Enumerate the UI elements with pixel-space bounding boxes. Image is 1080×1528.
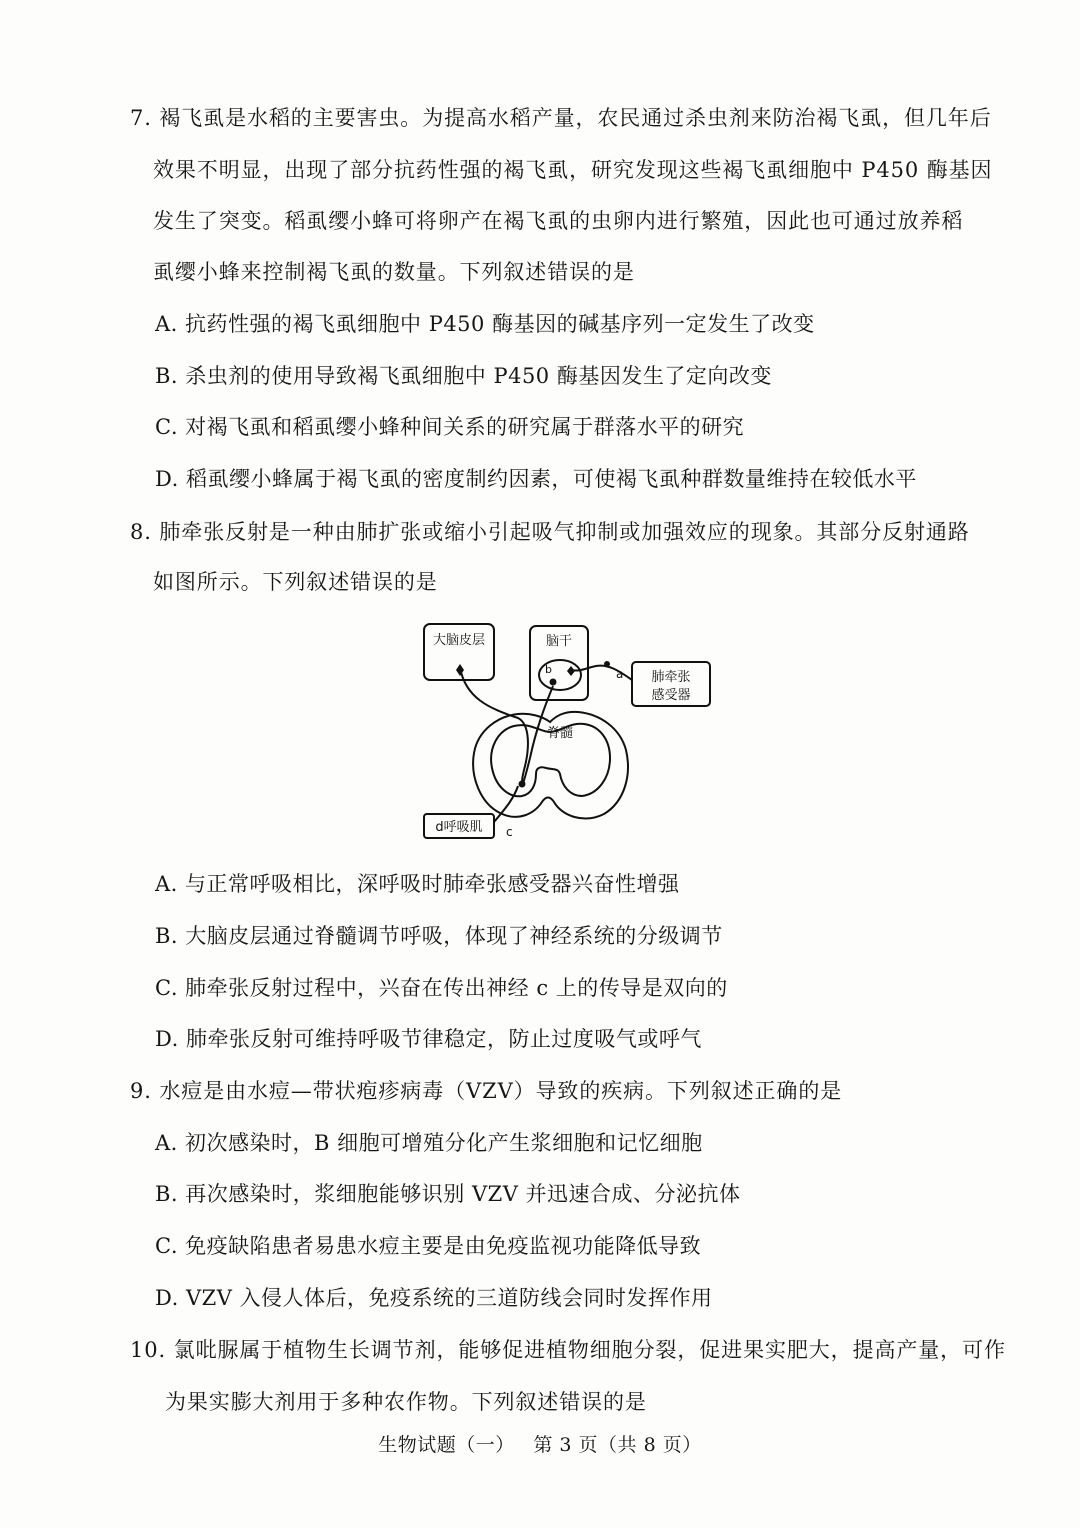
q7-option-d: D. 稻虱缨小蜂属于褐飞虱的密度制约因素，可使褐飞虱种群数量维持在较低水平 (155, 467, 917, 491)
q8-option-c: C. 肺牵张反射过程中，兴奋在传出神经 c 上的传导是双向的 (155, 976, 728, 1000)
q7-stem-line-3: 发生了突变。稻虱缨小蜂可将卵产在褐飞虱的虫卵内进行繁殖，因此也可通过放养稻 (153, 209, 964, 233)
q10-stem-line-2: 为果实膨大剂用于多种农作物。下列叙述错误的是 (165, 1390, 647, 1414)
q7-option-c: C. 对褐飞虱和稻虱缨小蜂种间关系的研究属于群落水平的研究 (155, 415, 745, 439)
q8-stem-line-1: 8. 肺牵张反射是一种由肺扩张或缩小引起吸气抑制或加强效应的现象。其部分反射通路 (130, 520, 970, 544)
spinal-cord-label: 脊髓 (546, 726, 574, 741)
q7-option-a: A. 抗药性强的褐飞虱细胞中 P450 酶基因的碱基序列一定发生了改变 (155, 312, 815, 336)
receptor-label-2: 感受器 (651, 688, 691, 703)
q8-option-b: B. 大脑皮层通过脊髓调节呼吸，体现了神经系统的分级调节 (155, 924, 723, 948)
q9-option-c: C. 免疫缺陷患者易患水痘主要是由免疫监视功能降低导致 (155, 1234, 702, 1258)
cortex-label: 大脑皮层 (432, 633, 486, 648)
q8-stem-line-2: 如图所示。下列叙述错误的是 (153, 570, 438, 594)
q9-stem-line-1: 9. 水痘是由水痘—带状疱疹病毒（VZV）导致的疾病。下列叙述正确的是 (130, 1079, 843, 1103)
brainstem-label: 脑干 (545, 634, 573, 649)
cortex-neuron (456, 664, 464, 676)
q7-stem-line-1: 7. 褐飞虱是水稻的主要害虫。为提高水稻产量，农民通过杀虫剂来防治褐飞虱，但几年后 (130, 106, 992, 130)
q8-option-d: D. 肺牵张反射可维持呼吸节律稳定，防止过度吸气或呼气 (155, 1027, 702, 1051)
label-b: b (545, 663, 552, 676)
q10-stem-line-1: 10. 氯吡脲属于植物生长调节剂，能够促进植物细胞分裂，促进果实肥大，提高产量，可作 (130, 1338, 1006, 1362)
receptor-label-1: 肺牵张 (651, 670, 691, 685)
footer-page-number: 第 3 页（共 8 页） (533, 1434, 702, 1456)
page-footer (0, 1432, 1080, 1458)
reflex-pathway-figure (418, 618, 718, 850)
spinal-neuron (519, 781, 526, 788)
label-a: a (616, 667, 624, 681)
q7-stem-line-2: 效果不明显，出现了部分抗药性强的褐飞虱，研究发现这些褐飞虱细胞中 P450 酶基因 (153, 158, 993, 182)
q7-stem-line-4: 虱缨小蜂来控制褐飞虱的数量。下列叙述错误的是 (153, 260, 635, 284)
brainstem-neuron-upper (567, 666, 575, 676)
q9-option-b: B. 再次感染时，浆细胞能够识别 VZV 并迅速合成、分泌抗体 (155, 1182, 741, 1206)
muscle-label: d呼吸肌 (435, 820, 483, 835)
q7-option-b: B. 杀虫剂的使用导致褐飞虱细胞中 P450 酶基因发生了定向改变 (155, 364, 772, 388)
q8-option-a: A. 与正常呼吸相比，深呼吸时肺牵张感受器兴奋性增强 (155, 872, 680, 896)
q9-option-a: A. 初次感染时，B 细胞可增殖分化产生浆细胞和记忆细胞 (155, 1131, 703, 1155)
footer-subject: 生物试题（一） (378, 1434, 515, 1456)
afferent-ending (604, 661, 610, 667)
label-c: c (506, 825, 513, 839)
q9-option-d: D. VZV 入侵人体后，免疫系统的三道防线会同时发挥作用 (155, 1286, 713, 1310)
brainstem-neuron-b (550, 679, 557, 686)
